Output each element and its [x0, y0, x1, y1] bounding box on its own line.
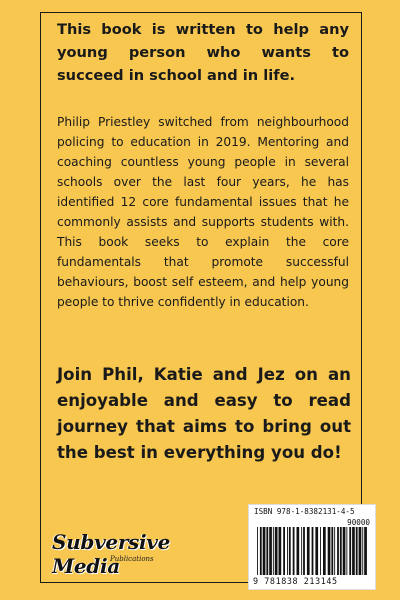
- barcode-bar: [356, 527, 358, 575]
- barcode-bar: [287, 527, 288, 575]
- barcode-bar: [334, 527, 335, 575]
- barcode-bar: [362, 527, 363, 575]
- author-description: Philip Priestley switched from neighbourhood policing to education in 2019. Mentoring and coaching countless young people in several schools over the last four years, he has identified 12 core fundamental issues that he commonly assists and supports students with. This book seeks to explain the core fundamentals that promote successful behaviours, boost self esteem, and help young people to thrive confidently in education.: [57, 115, 349, 309]
- closing-statement: Join Phil, Katie and Jez on an enjoyable and easy to read journey that aims to bring out the best in everything you do!: [57, 365, 351, 462]
- barcode-bar: [289, 527, 291, 575]
- barcode-bar: [352, 527, 355, 575]
- barcode-bar: [257, 527, 258, 575]
- publisher-logo: [50, 530, 220, 578]
- barcode-bar: [269, 527, 272, 575]
- isbn-barcode: [248, 504, 376, 590]
- barcode-bars: [253, 527, 371, 575]
- barcode-bar: [293, 527, 295, 575]
- barcode-bar: [273, 527, 274, 575]
- barcode-bar: [301, 527, 302, 575]
- barcode-bar: [266, 527, 268, 575]
- barcode-bar: [283, 527, 285, 575]
- barcode-bar: [343, 527, 346, 575]
- barcode-bar: [331, 527, 333, 575]
- isbn-number: ISBN 978-1-8382131-4-5: [254, 507, 355, 516]
- barcode-bar: [263, 527, 266, 575]
- price-code: 90000: [347, 518, 370, 527]
- barcode-bar: [359, 527, 362, 575]
- barcode-bar: [340, 527, 342, 575]
- barcode-bar: [346, 527, 347, 575]
- barcode-bar: [297, 527, 300, 575]
- barcode-bar: [328, 527, 331, 575]
- barcode-bar: [303, 527, 305, 575]
- barcode-bar: [279, 527, 282, 575]
- barcode-bar: [364, 527, 367, 575]
- barcode-bar: [315, 527, 318, 575]
- barcode-bar: [312, 527, 314, 575]
- intro-statement: This book is written to help any young person who wants to succeed in school and in life.: [57, 21, 349, 84]
- barcode-bar: [349, 527, 351, 575]
- barcode-bar: [320, 527, 321, 575]
- ean-digits: 9 781838 213145: [253, 576, 338, 586]
- publisher-name: Subversive Media: [52, 530, 171, 578]
- barcode-bar: [275, 527, 278, 575]
- barcode-bar: [307, 527, 310, 575]
- barcode-bar: [337, 527, 339, 575]
- barcode-bar: [323, 527, 326, 575]
- publisher-tagline: Publications: [110, 555, 154, 563]
- barcode-bar: [260, 527, 262, 575]
